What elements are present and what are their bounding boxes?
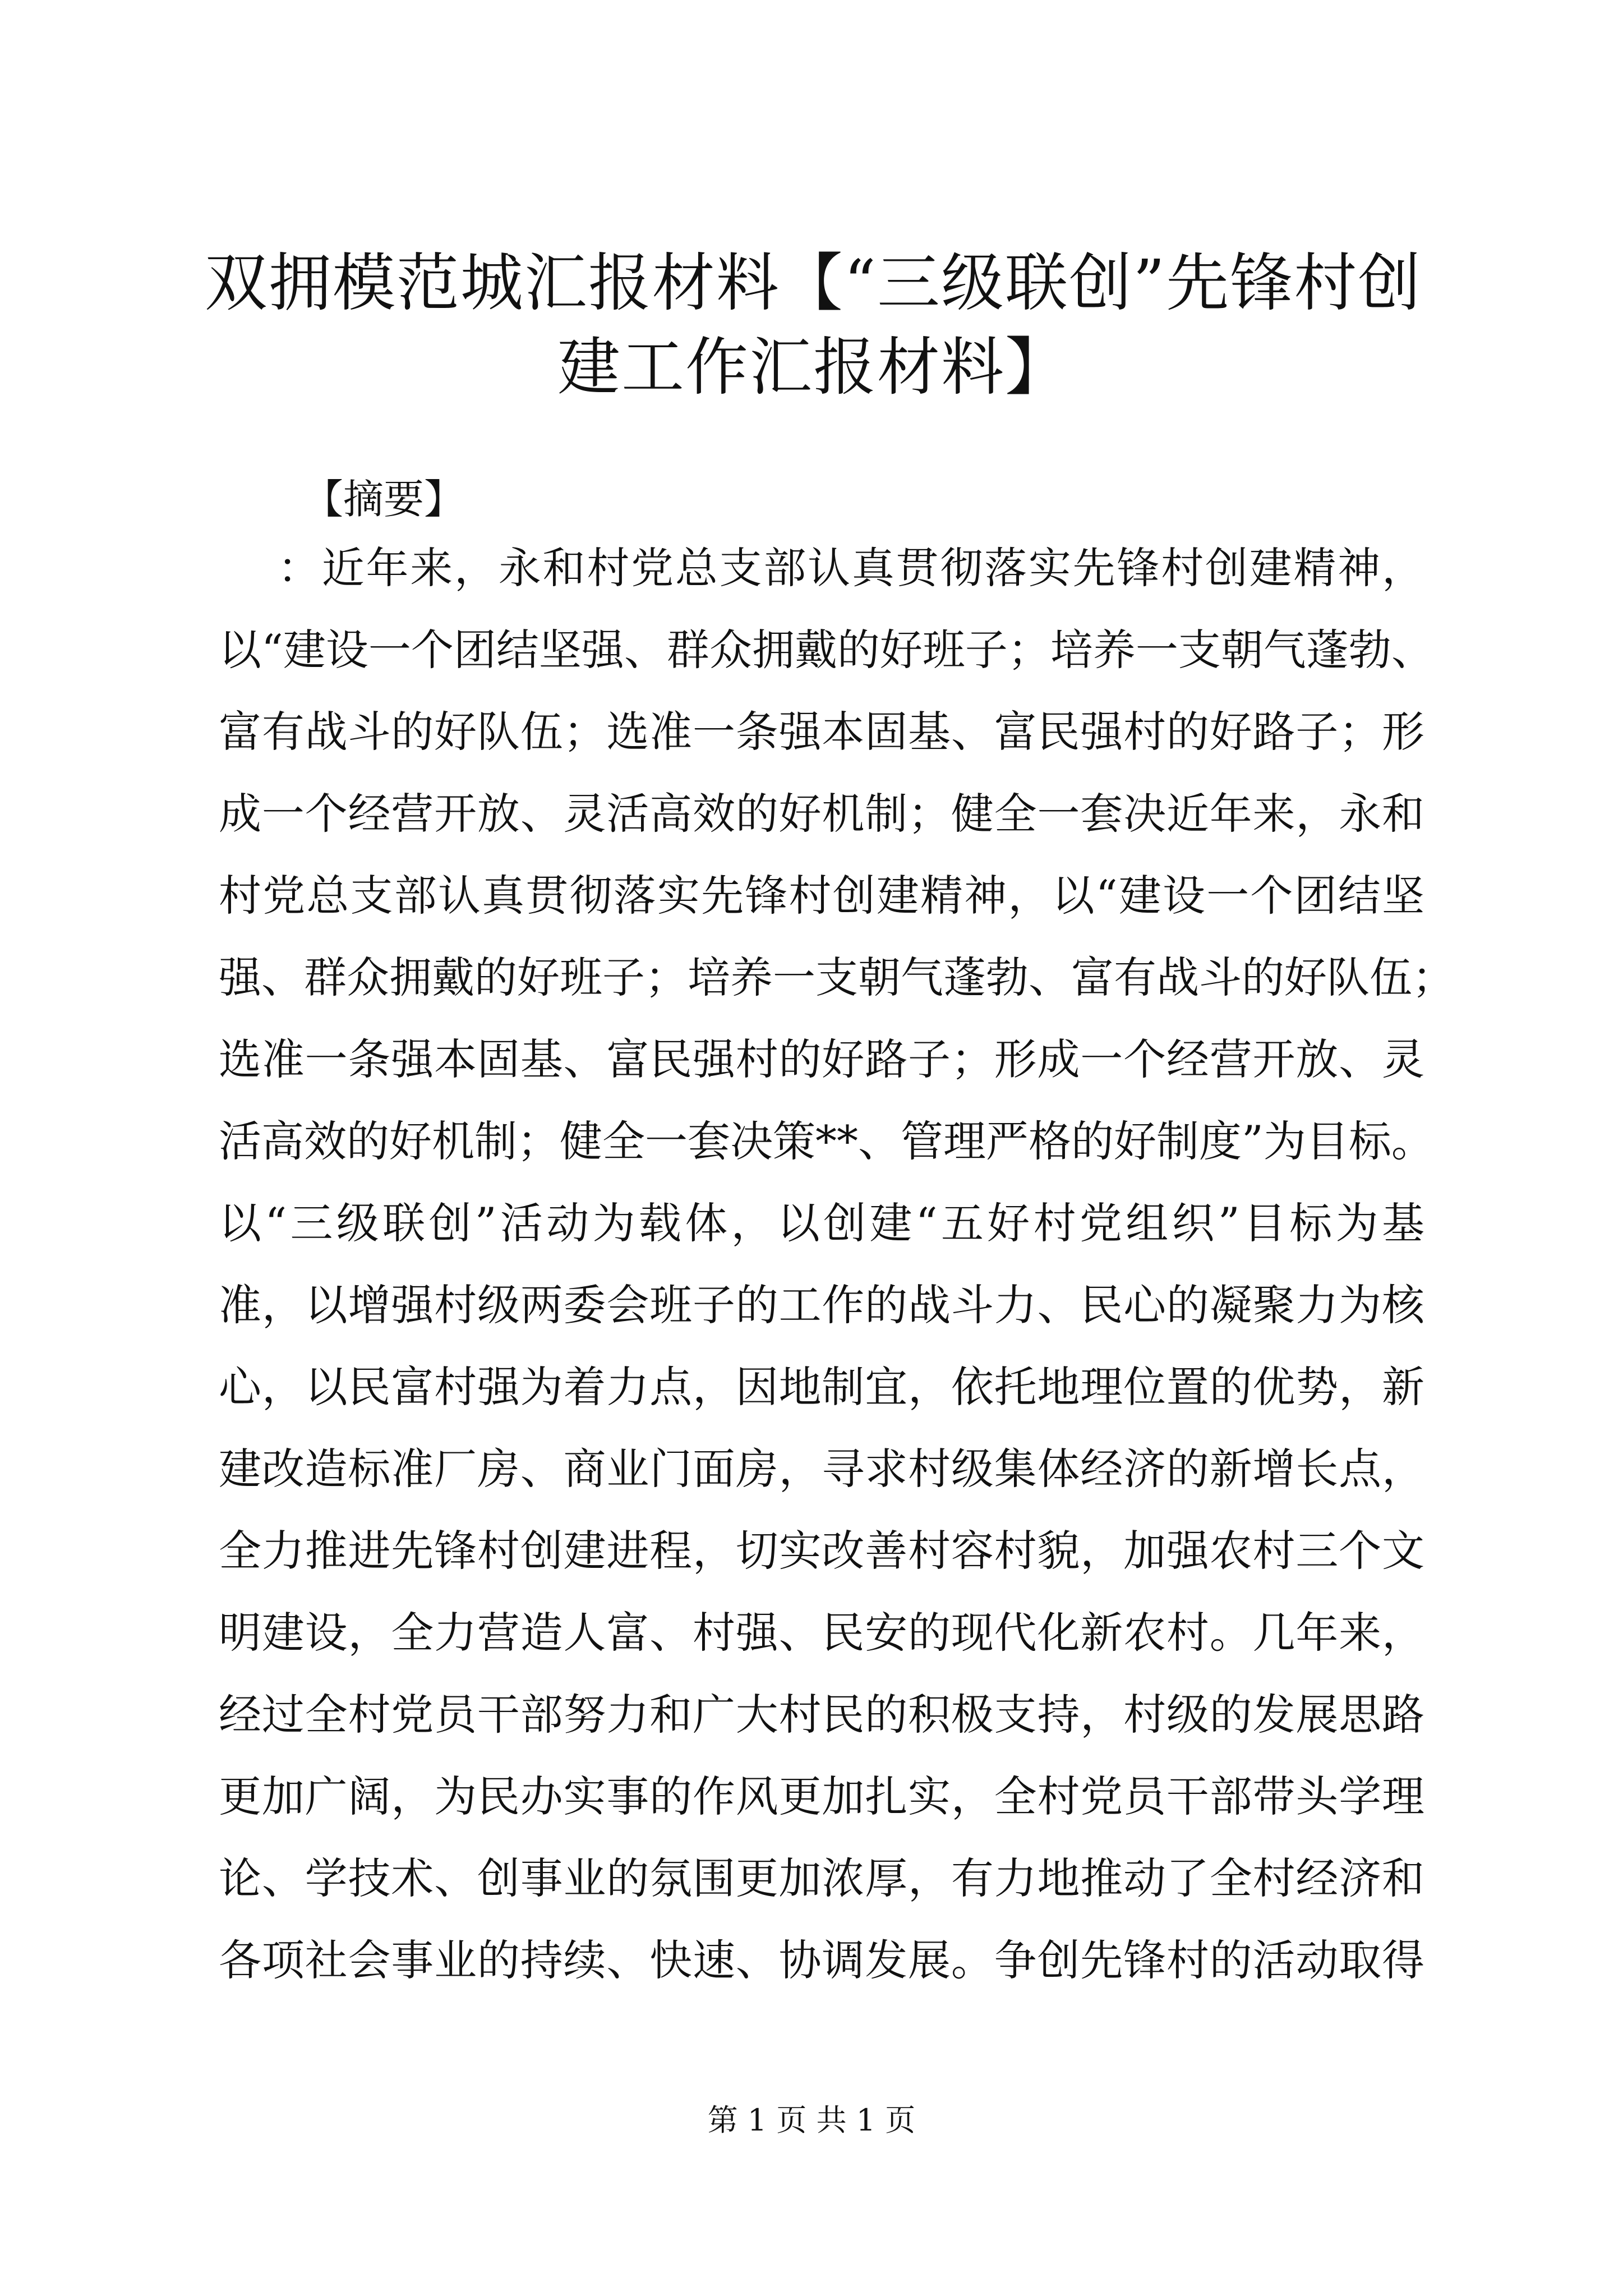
body-line: 准，以增强村级两委会班子的工作的战斗力、民心的凝聚力为核 — [219, 1280, 1424, 1330]
body-line: 成一个经营开放、灵活高效的好机制；健全一套决近年来，永和 — [219, 789, 1424, 839]
body-line: 明建设，全力营造人富、村强、民安的现代化新农村。几年来， — [219, 1608, 1424, 1658]
body-line: 建改造标准厂房、商业门面房，寻求村级集体经济的新增长点， — [219, 1444, 1424, 1494]
title-line-2: 建工作汇报材料】 — [557, 331, 1069, 404]
document-title — [202, 241, 1424, 409]
body-line: 选准一条强本固基、富民强村的好路子；形成一个经营开放、灵 — [219, 1034, 1424, 1084]
body-line: 各项社会事业的持续、快速、协调发展。争创先锋村的活动取得 — [219, 1935, 1424, 1985]
body-line: 全力推进先锋村创建进程，切实改善村容村貌，加强农村三个文 — [219, 1526, 1424, 1576]
body-line: 经过全村党员干部努力和广大村民的积极支持，村级的发展思路 — [219, 1690, 1424, 1740]
body-line: 以“建设一个团结坚强、群众拥戴的好班子；培养一支朝气蓬勃、 — [219, 625, 1434, 675]
body-line: 强、群众拥戴的好班子；培养一支朝气蓬勃、富有战斗的好队伍； — [219, 953, 1455, 1002]
body-line: 村党总支部认真贯彻落实先锋村创建精神，以“建设一个团结坚 — [219, 871, 1424, 921]
body-line: ：近年来，永和村党总支部认真贯彻落实先锋村创建精神， — [278, 543, 1424, 593]
body-line: 富有战斗的好队伍；选准一条强本固基、富民强村的好路子；形 — [219, 707, 1424, 757]
body-line: 以“三级联创”活动为载体，以创建“五好村党组织”目标为基 — [219, 1198, 1424, 1248]
abstract-label: 【摘要】 — [303, 476, 465, 523]
page-footer: 第 1 页 共 1 页 — [707, 2102, 916, 2138]
body-line: 活高效的好机制；健全一套决策**、管理严格的好制度”为目标。 — [219, 1116, 1434, 1166]
body-line: 更加广阔，为民办实事的作风更加扎实，全村党员干部带头学理 — [219, 1772, 1424, 1821]
body-line: 论、学技术、创事业的氛围更加浓厚，有力地推动了全村经济和 — [219, 1853, 1424, 1903]
body-line: 心，以民富村强为着力点，因地制宜，依托地理位置的优势，新 — [219, 1362, 1424, 1412]
title-line-1: 双拥模范城汇报材料【“三级联创”先锋村创 — [204, 247, 1422, 320]
body-paragraph — [219, 527, 1455, 2001]
